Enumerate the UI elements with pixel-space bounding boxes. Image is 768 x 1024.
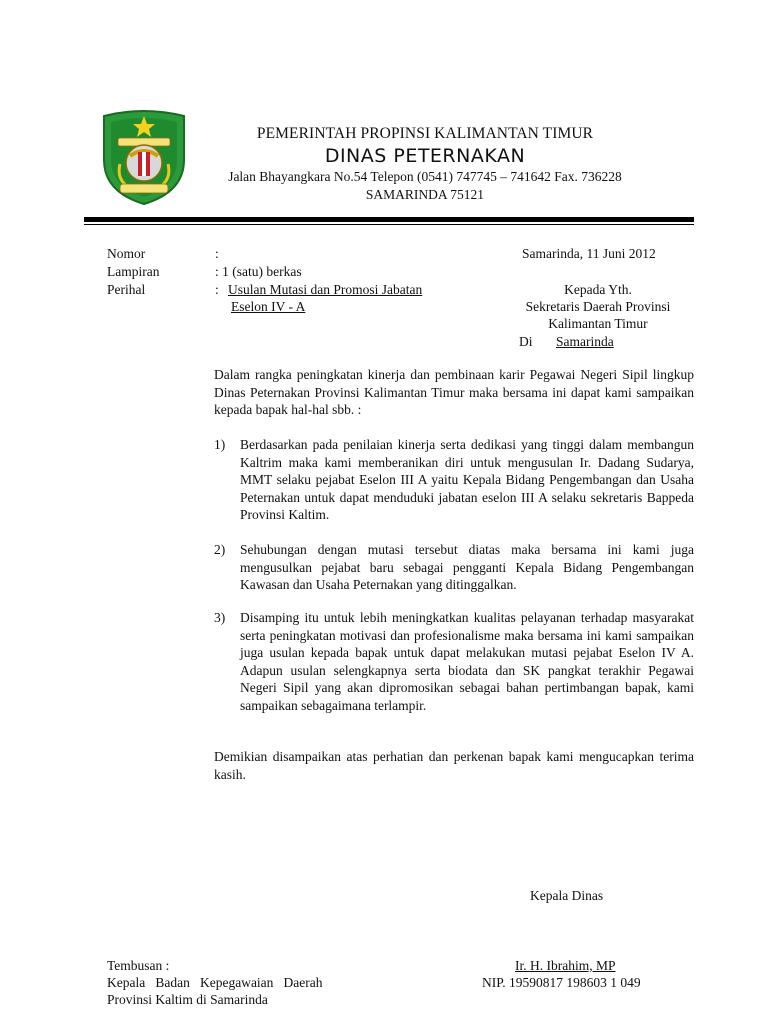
letter-date: Samarinda, 11 Juni 2012 xyxy=(522,246,656,261)
list-item: Sehubungan dengan mutasi tersebut diatas maka bersama ini kami juga mengusulkan pejabat baru sebagai pengganti Kepala Bidang Pengembangan Kawasan dan Usaha Peternakan yang ditinggalkan. xyxy=(240,542,694,592)
perihal-subject-line2: Eselon IV - A xyxy=(231,299,306,314)
recipient-line2: Kalimantan Timur xyxy=(548,316,648,331)
nomor-label: Nomor xyxy=(107,246,146,261)
perihal-subject-line1: Usulan Mutasi dan Promosi Jabatan xyxy=(228,282,423,297)
office-address: Jalan Bhayangkara No.54 Telepon (0541) 747745 – 741642 Fax. 736228 xyxy=(228,169,622,184)
tembusan-line1: Kepala Badan Kepegawaian Daerah xyxy=(107,975,323,990)
office-city: SAMARINDA 75121 xyxy=(365,187,485,202)
header-divider xyxy=(84,217,694,222)
closing-paragraph: Demikian disampaikan atas perhatian dan perkenan bapak kami mengucapkan terima kasih. xyxy=(214,749,694,782)
recipient-di: Di xyxy=(519,334,533,349)
signatory-name: Ir. H. Ibrahim, MP xyxy=(515,958,616,973)
nomor-separator: : xyxy=(215,246,219,261)
government-name: PEMERINTAH PROPINSI KALIMANTAN TIMUR xyxy=(256,125,594,142)
list-item-number: 1) xyxy=(214,437,226,452)
list-item: Berdasarkan pada penilaian kinerja serta dedikasi yang tinggi dalam membangun Kaltrim maka kami memberanikan diri untuk mengusulan Ir. Dadang Sudarya, MMT selaku pejabat Eselon III A yaitu Kepala Bidang Pengembangan dan Usaha Peternakan untuk dapat menduduki jabatan eselon III A selaku sekretaris Bappeda Provinsi Kaltim. xyxy=(240,437,694,522)
recipient-place: Samarinda xyxy=(556,334,614,349)
lampiran-value: : 1 (satu) berkas xyxy=(215,264,302,279)
list-item: Disamping itu untuk lebih meningkatkan kualitas pelayanan terhadap masyarakat serta peningkatan motivasi dan profesionalisme maka bersama ini kami sampaikan juga usulan kepada bapak untuk dapat melakukan mutasi pejabat Eselon IV A. Adapun usulan selengkapnya serta biodata dan SK pangkat terakhir Pegawai Negeri Sipil yang akan dipromosikan sebagai bahan pertimbangan bapak, kami sampaikan sebagaimana terlampir. xyxy=(240,610,694,713)
signatory-nip: NIP. 19590817 198603 1 049 xyxy=(482,975,641,990)
list-item-number: 3) xyxy=(214,610,226,625)
tembusan-label: Tembusan : xyxy=(107,958,170,973)
header-divider-thin xyxy=(84,224,694,225)
intro-paragraph: Dalam rangka peningkatan kinerja dan pembinaan karir Pegawai Negeri Sipil lingkup Dinas Peternakan Provinsi Kalimantan Timur maka bersama ini dapat kami sampaikan kepada bapak hal-hal sbb. : xyxy=(214,367,694,417)
department-name: DINAS PETERNAKAN xyxy=(324,145,526,167)
list-item-number: 2) xyxy=(214,542,226,557)
kaltim-emblem-logo xyxy=(100,108,188,206)
recipient-line1: Sekretaris Daerah Provinsi xyxy=(525,299,671,314)
lampiran-label: Lampiran xyxy=(107,264,160,279)
tembusan-line2: Provinsi Kaltim di Samarinda xyxy=(107,992,268,1007)
recipient-salutation: Kepada Yth. xyxy=(564,282,632,297)
perihal-separator: : xyxy=(215,282,219,297)
signatory-title: Kepala Dinas xyxy=(530,888,604,903)
perihal-label: Perihal xyxy=(107,282,146,297)
